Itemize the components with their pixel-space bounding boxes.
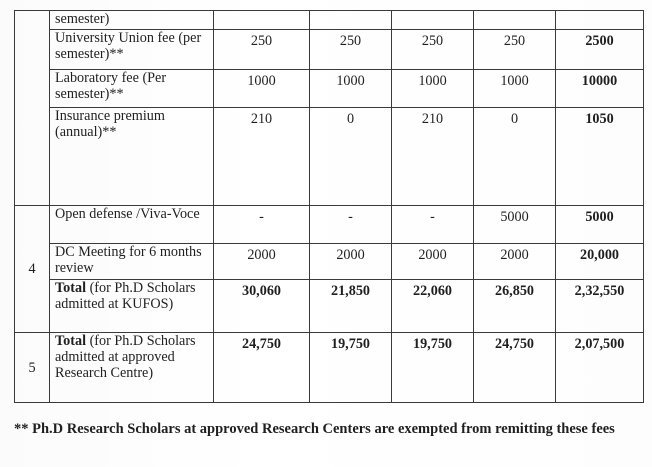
value-cell: 2000: [214, 244, 310, 280]
item-cell: [50, 333, 214, 403]
item-cell: [50, 70, 214, 108]
value-cell: 2000: [474, 244, 556, 280]
total-label: Total: [55, 280, 87, 296]
table-row: [15, 206, 644, 244]
item-label: Open defense /Viva-Voce: [55, 206, 200, 222]
value-cell: 210: [214, 108, 310, 206]
value-cell: 1000: [474, 70, 556, 108]
value-cell: 0: [474, 108, 556, 206]
total-value-cell: 19,750: [310, 333, 392, 403]
value-cell: -: [214, 206, 310, 244]
table-row: [15, 280, 644, 333]
item-label: Laboratory fee (Per semester)**: [55, 70, 167, 102]
total-value-cell: 22,060: [392, 280, 474, 333]
value-cell: 5000: [474, 206, 556, 244]
total-value-cell: 24,750: [474, 333, 556, 403]
table-row: [15, 70, 644, 108]
value-cell: -: [392, 206, 474, 244]
row-number-cell: [15, 333, 50, 403]
value-cell: [310, 11, 392, 30]
value-cell: [214, 11, 310, 30]
table-row: [15, 108, 644, 206]
table-row: [15, 244, 644, 280]
item-cell: [50, 11, 214, 30]
value-cell: 250: [474, 30, 556, 70]
fee-table: [14, 10, 644, 403]
value-cell: [556, 11, 644, 30]
item-cell: [50, 30, 214, 70]
total-value-cell: 30,060: [214, 280, 310, 333]
value-cell: 250: [392, 30, 474, 70]
value-cell: 250: [214, 30, 310, 70]
value-cell: [392, 11, 474, 30]
value-cell: 2000: [310, 244, 392, 280]
item-label: Insurance premium (annual)**: [55, 108, 165, 140]
row-number-cell: [15, 11, 50, 206]
item-cell: [50, 244, 214, 280]
value-cell: 250: [310, 30, 392, 70]
total-value-cell: 26,850: [474, 280, 556, 333]
row-number: 5: [28, 359, 36, 376]
value-cell: 2000: [392, 244, 474, 280]
value-cell: [474, 11, 556, 30]
item-cell: [50, 206, 214, 244]
footnote: ** Ph.D Research Scholars at approved Research Centers are exempted from remitting these fees: [14, 421, 615, 437]
total-value-cell: 19,750: [392, 333, 474, 403]
value-cell: 1000: [392, 70, 474, 108]
value-cell: -: [310, 206, 392, 244]
item-label: (for Ph.D Scholars admitted at KUFOS): [55, 280, 196, 312]
total-value-cell: 5000: [556, 206, 644, 244]
table-row: [15, 333, 644, 403]
value-cell: 0: [310, 108, 392, 206]
total-value-cell: 1050: [556, 108, 644, 206]
item-label: DC Meeting for 6 months review: [55, 244, 202, 276]
item-label: University Union fee (per semester)**: [55, 30, 202, 62]
item-cell: [50, 280, 214, 333]
value-cell: 1000: [214, 70, 310, 108]
total-label: Total: [55, 333, 87, 349]
total-value-cell: 2500: [556, 30, 644, 70]
total-value-cell: 2,32,550: [556, 280, 644, 333]
item-label: semester): [55, 11, 110, 27]
total-value-cell: 21,850: [310, 280, 392, 333]
total-value-cell: 10000: [556, 70, 644, 108]
row-number: 4: [28, 261, 36, 277]
table-row: [15, 11, 644, 30]
value-cell: 210: [392, 108, 474, 206]
table-row: [15, 30, 644, 70]
row-number-cell: [15, 206, 50, 333]
item-label: (for Ph.D Scholars admitted at approved Research Centre): [55, 333, 196, 381]
item-cell: [50, 108, 214, 206]
total-value-cell: 24,750: [214, 333, 310, 403]
total-value-cell: 2,07,500: [556, 333, 644, 403]
total-value-cell: 20,000: [556, 244, 644, 280]
value-cell: 1000: [310, 70, 392, 108]
